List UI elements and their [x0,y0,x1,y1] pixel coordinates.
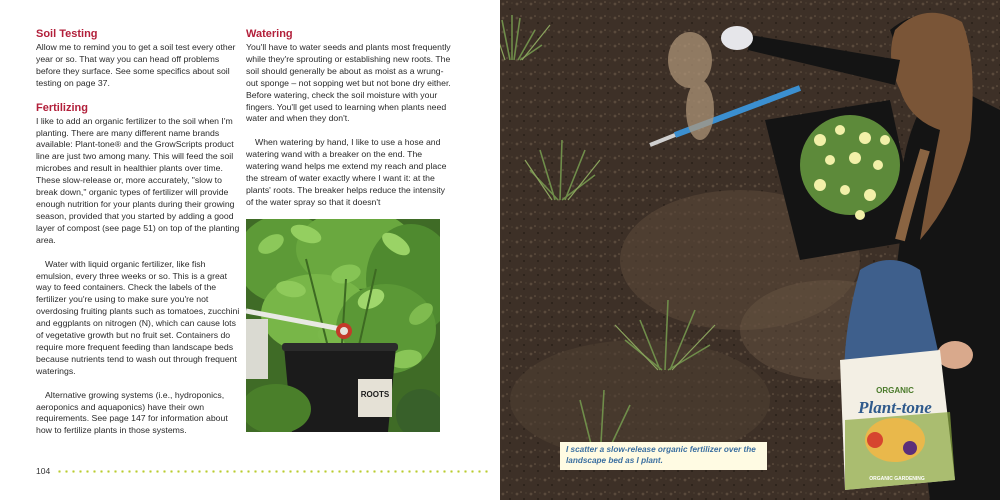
bag-brand-text: ORGANIC [876,386,914,395]
page-number: 104 [36,466,51,476]
heading-soil-testing: Soil Testing [36,28,98,40]
bucket-label-text: ROOTS [360,390,390,399]
gardener-fertilizing-illustration [500,0,1000,500]
tomato-container-photo [246,219,440,432]
tomato-container-illustration [246,219,440,432]
paragraph-soil-testing: Allow me to remind you to get a soil test every other year or so. That way you can head off problems before they surface. See some specifics about soil testing on page 37. [36,42,236,88]
bag-product-text: Plant-tone [858,398,932,417]
paragraph-watering-2: When watering by hand, I like to use a hose and watering wand with a breaker on the end. The watering wand helps me extend my reach and place the stream of water exactly where I want it: at the plants' roots. The breaker helps reduce the intensity of the water spray so that it doesn't [246,137,447,207]
paragraph-fertilizing-2: Water with liquid organic fertilizer, like fish emulsion, every three weeks or so. This is a great way to feed containers. Check the labels of the fertilizer you're using to make sure you're not overdosing fruiting plants such as tomatoes, zucchini and eggplants on nitrogen (N), which can cause lots of vegetative growth but no fruit set. Containers do require more frequent feeding than landscape beds because nutrients tend to wash out through frequent waterings. [36,258,240,376]
heading-fertilizing: Fertilizing [36,101,88,114]
paragraph-fertilizing-3: Alternative growing systems (i.e., hydroponics, aeroponics and aquaponics) have their own requirements. See page 147 for information about how to fertilize plants in those systems. [36,389,228,436]
paragraph-watering-1: You'll have to water seeds and plants most frequently while they're sprouting or establishing new roots. The soil should generally be about as moist as a wrung-out sponge – not sopping wet but not bone dry either. Before watering, check the soil moisture with your fingers. You'll get used to learning when plants need water and when they don't. [246,42,451,124]
photo-caption: I scatter a slow-release organic fertilizer over the landscape bed as I plant. [560,442,767,470]
bag-tagline-text: ORGANIC GARDENING [869,476,925,482]
heading-watering: Watering [246,28,293,40]
paragraph-fertilizing-1: I like to add an organic fertilizer to the soil when I'm planting. There are many different name brands available: Plant-tone® and the GrowScripts product line are just two among many. This will feed the soil microbes and result in healthier plants over time. These slow-release or, more accurately, "slow to break down," organic types of fertilizer will provide enough nutrition for your plants during their growing season, provided that you started by adding a good layer of compost (see page 51) on top of the planting area. [36,115,240,245]
text-column-right [246,28,452,209]
text-column-left [36,28,242,437]
main-photo [500,0,1000,500]
dotted-rule [56,470,492,473]
